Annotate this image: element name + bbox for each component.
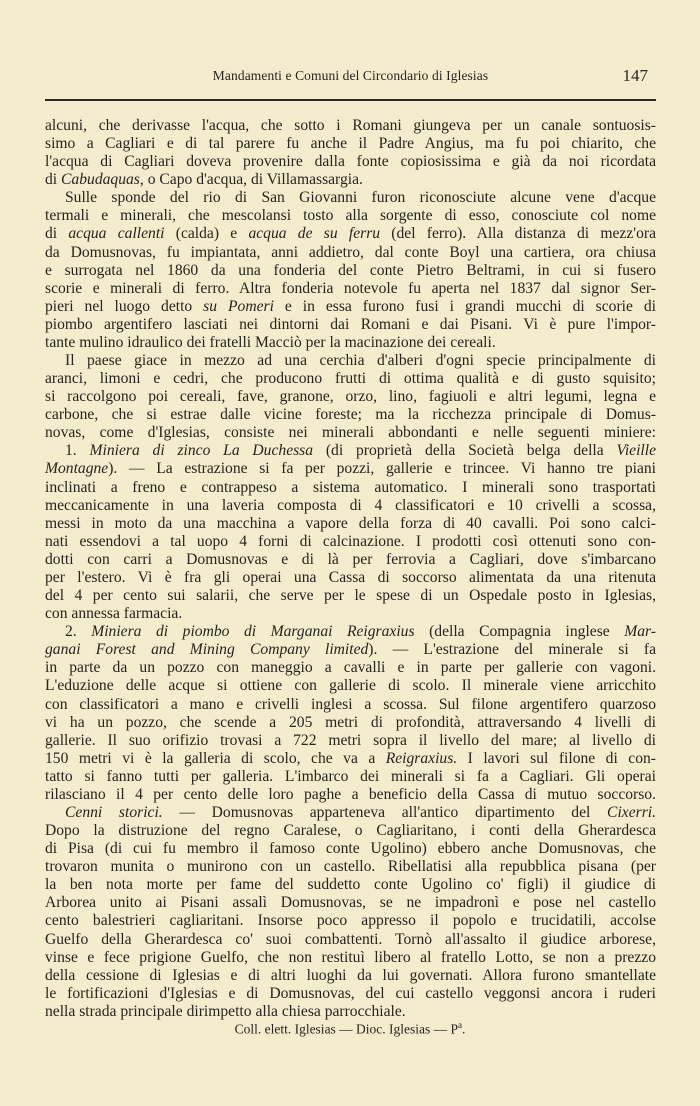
- italic-text: Cabudaquas: [61, 171, 140, 189]
- text-segment: rilasciano il 4 per cento delle loro paghe a beneficio della Cassa di mutuo soccorso.: [45, 785, 656, 803]
- text-segment: tatto si fanno tutti per galleria. L'imbarco dei minerali si fa a Cagliari. Gli operai: [45, 767, 656, 785]
- text-line: [45, 460, 656, 478]
- text-line: [45, 515, 656, 533]
- text-line: [45, 714, 656, 732]
- text-line: [45, 804, 656, 822]
- text-line: [45, 244, 656, 262]
- text-segment: dotti con carri a Domusnovas e di là per ferrovia a Cagliari, dove s'imbarcano: [45, 550, 656, 568]
- text-line: [45, 840, 656, 858]
- text-line: [45, 225, 656, 243]
- italic-text: acqua callenti: [68, 225, 165, 243]
- text-line: [45, 605, 656, 623]
- text-segment: Guelfo della Gherardesca co' suoi combattenti. Tornò all'assalto il giudice arborese,: [45, 930, 656, 948]
- text-segment: le fortificazioni d'Iglesias e di Domusnovas, del cui castello veggonsi ancora i ruderi: [45, 984, 656, 1002]
- text-segment: in parte da un pozzo con maneggio a cavalli e in parte per gallerie con vagoni.: [45, 659, 656, 677]
- text-segment: Arborea unito ai Pisani assalì Domusnovas, se ne impadronì e pose nel castello: [45, 894, 656, 912]
- text-segment: (calda) e: [164, 225, 249, 243]
- text-line: [45, 497, 656, 515]
- text-line: [45, 587, 656, 605]
- text-segment: da Domusnovas, fu impiantata, anni addietro, dal conte Boyl una cartiera, ora chiusa: [45, 243, 656, 261]
- text-line: [45, 768, 656, 786]
- text-line: [45, 876, 656, 894]
- text-segment: l'acqua di Cagliari doveva provenire dalla fonte copiosissima e già da noi ricordata: [45, 153, 656, 171]
- footer-note: [0, 1020, 700, 1038]
- text-line: [45, 659, 656, 677]
- text-line: [45, 280, 656, 298]
- text-segment: 2.: [65, 623, 92, 641]
- text-segment: Il paese giace in mezzo ad una cerchia d'alberi d'ogni specie principalmente di: [65, 352, 656, 370]
- text-segment: di Pisa (di cui fu membro il famoso conte Ugolino) ebbero anche Domusnovas, che: [45, 840, 656, 858]
- text-line: [45, 931, 656, 949]
- text-line: [45, 641, 656, 659]
- text-line: [45, 858, 656, 876]
- italic-text: Montagne: [45, 460, 109, 478]
- text-line: [45, 406, 656, 424]
- body-text: [45, 117, 656, 1021]
- page-header: [45, 66, 656, 86]
- text-segment: messi in moto da una macchina a vapore della forza di 40 cavalli. Poi sono calci-: [45, 514, 656, 532]
- text-segment: nati essendovi a tal uopo 4 forni di calcinazione. I prodotti così ottenuti sono con-: [45, 532, 656, 550]
- text-segment: di: [45, 225, 69, 243]
- text-line: [45, 677, 656, 695]
- text-segment: (della Compagnia inglese: [414, 623, 625, 641]
- text-segment: L'eduzione delle acque si ottiene con gallerie di scolo. Il minerale viene arricchito: [45, 677, 656, 695]
- text-segment: gallerie. Il suo orifizio trovasi a 722 metri sopra il livello del mare; al livello di: [45, 731, 656, 749]
- italic-text: ganai Forest and Mining Company limited: [45, 641, 369, 659]
- page-number: 147: [622, 66, 648, 85]
- text-segment: (di proprietà della Società belga della: [313, 442, 617, 460]
- italic-text: Mar-: [624, 623, 656, 641]
- text-segment: e in essa furono fusi i grandi mucchi di scorie di: [273, 297, 657, 315]
- text-segment: per l'estero. Vi è fra gli operai una Cassa di soccorso alimentata da una ritenuta: [45, 568, 656, 586]
- italic-text: Cenni storici.: [65, 803, 163, 821]
- running-title: Mandamenti e Comuni del Circondario di Iglesias: [212, 68, 489, 83]
- text-segment: alcuni, che derivasse l'acqua, che sotto i Romani giungeva per un canale sontuosis-: [45, 117, 656, 134]
- text-segment: tante mulino idraulico dei fratelli Macciò per la macinazione dei cereali.: [45, 333, 496, 351]
- text-line: [45, 334, 656, 352]
- text-segment: 1.: [65, 442, 90, 460]
- text-segment: ). — L'estrazione del minerale si fa: [368, 641, 656, 659]
- footer-end: .: [462, 1021, 466, 1037]
- text-line: [45, 153, 656, 171]
- text-segment: , o Capo d'acqua, di Villamassargia.: [139, 171, 363, 189]
- footer-text: Coll. elett. Iglesias — Dioc. Iglesias — P: [234, 1021, 459, 1037]
- text-segment: pieri nel luogo detto: [45, 297, 204, 315]
- text-line: [45, 967, 656, 985]
- italic-text: Miniera di zinco La Duchessa: [89, 442, 314, 460]
- text-line: [45, 135, 656, 153]
- text-segment: nella strada principale dirimpetto alla chiesa parrocchiale.: [45, 1002, 406, 1020]
- italic-text: acqua de su ferru: [248, 225, 381, 243]
- text-segment: inclinati a freno e contrappeso a sistema automatico. I minerali sono trasportati: [45, 478, 656, 496]
- text-line: [45, 894, 656, 912]
- text-segment: con classificatori a mano e crivelli inglesi a scossa. Sul filone argentifero quarzoso: [45, 695, 656, 713]
- text-segment: — Domusnovas apparteneva all'antico dipartimento del: [162, 803, 608, 821]
- text-segment: e surrogata nel 1860 da una fonderia del conte Pietro Beltrami, in cui si fusero: [45, 261, 656, 279]
- text-line: [45, 388, 656, 406]
- text-line: [45, 949, 656, 967]
- text-segment: 150 metri vi è la galleria di scolo, che va a: [45, 749, 386, 767]
- text-line: [45, 533, 656, 551]
- text-segment: cento balestrieri cagliaritani. Insorse poco appresso il popolo e trucidatili, accolse: [45, 912, 656, 930]
- text-segment: del 4 per cento sui salarii, che serve per le spese di un Ospedale posto in Iglesias,: [45, 587, 656, 605]
- text-line: [45, 786, 656, 804]
- text-line: [45, 822, 656, 840]
- text-segment: vi ha un pozzo, che scende a 205 metri di profondità, attraversando 4 livelli di: [45, 713, 656, 731]
- text-line: [45, 424, 656, 442]
- text-segment: Dopo la distruzione del regno Caralese, o Cagliaritano, i conti della Gherardesca: [45, 822, 656, 840]
- italic-text: Cixerri.: [607, 803, 656, 821]
- header-rule: [45, 99, 656, 101]
- text-line: [45, 189, 656, 207]
- text-line: [45, 207, 656, 225]
- text-segment: scorie e minerali di ferro. Altra fonderia notevole fu aperta nel 1837 dal signor Ser-: [45, 279, 656, 297]
- text-segment: ). — La estrazione si fa per pozzi, gallerie e trincee. Vi hanno tre piani: [108, 460, 656, 478]
- text-segment: trovaron munita o munirono con un castello. Ribellatisi alla repubblica pisana (per: [45, 858, 656, 876]
- text-segment: meccanicamente in una laveria composta di 4 classificatori e 10 crivelli a scossa,: [45, 496, 656, 514]
- text-line: [45, 732, 656, 750]
- text-line: [45, 352, 656, 370]
- text-segment: la ben nota morte per fame del suddetto conte Ugolino co' figli) il giudice di: [45, 876, 656, 894]
- text-line: [45, 1003, 656, 1021]
- footer-superscript: a: [458, 1020, 463, 1030]
- text-segment: di: [45, 171, 62, 189]
- text-segment: della cessione di Iglesias e di altri luoghi da lui governati. Allora furono smantellate: [45, 966, 656, 984]
- text-line: [45, 623, 656, 641]
- text-line: [45, 750, 656, 768]
- text-line: [45, 117, 656, 135]
- text-line: [45, 262, 656, 280]
- italic-text: Miniera di piombo di Marganai Reigraxius: [91, 623, 415, 641]
- text-line: [45, 912, 656, 930]
- text-line: [45, 551, 656, 569]
- text-segment: Sulle sponde del rio di San Giovanni furon riconosciute alcune vene d'acque: [65, 189, 656, 207]
- text-segment: piombo argentifero lasciati nei dintorni dai Romani e dai Pisani. Vi è pure l'impor-: [45, 315, 656, 333]
- text-segment: termali e minerali, che mescolansi tosto alla sorgente di esso, conosciute col nome: [45, 207, 656, 225]
- text-line: [45, 370, 656, 388]
- text-line: [45, 171, 656, 189]
- text-segment: (del ferro). Alla distanza di mezz'ora: [380, 225, 656, 243]
- text-segment: con annessa farmacia.: [45, 605, 183, 623]
- text-segment: vinse e fece prigione Guelfo, che non restituì libero al fratello Lotto, se non a prezzo: [45, 948, 656, 966]
- italic-text: Reigraxius.: [385, 749, 458, 767]
- text-line: [45, 479, 656, 497]
- text-line: [45, 316, 656, 334]
- text-segment: si raccolgono poi cereali, fave, granone, orzo, lino, fagiuoli e altri legumi, legna e: [45, 388, 656, 406]
- text-line: [45, 569, 656, 587]
- text-line: [45, 442, 656, 460]
- italic-text: su Pomeri: [203, 297, 274, 315]
- text-segment: simo a Cagliari e di tal parere fu anche il Padre Angius, ma fu poi chiarito, che: [45, 135, 656, 153]
- text-segment: I lavori sul filone di con-: [457, 749, 656, 767]
- italic-text: Vieille: [616, 442, 657, 460]
- text-line: [45, 985, 656, 1003]
- text-segment: novas, come d'Iglesias, consiste nei minerali abbondanti e nelle seguenti miniere:: [45, 424, 656, 442]
- text-segment: carbone, che si estrae dalle vicine foreste; ma la ricchezza principale di Domus-: [45, 406, 656, 424]
- text-segment: aranci, limoni e cedri, che producono frutti di ottima qualità e di gusto squisito;: [45, 370, 656, 388]
- text-line: [45, 696, 656, 714]
- text-line: [45, 298, 656, 316]
